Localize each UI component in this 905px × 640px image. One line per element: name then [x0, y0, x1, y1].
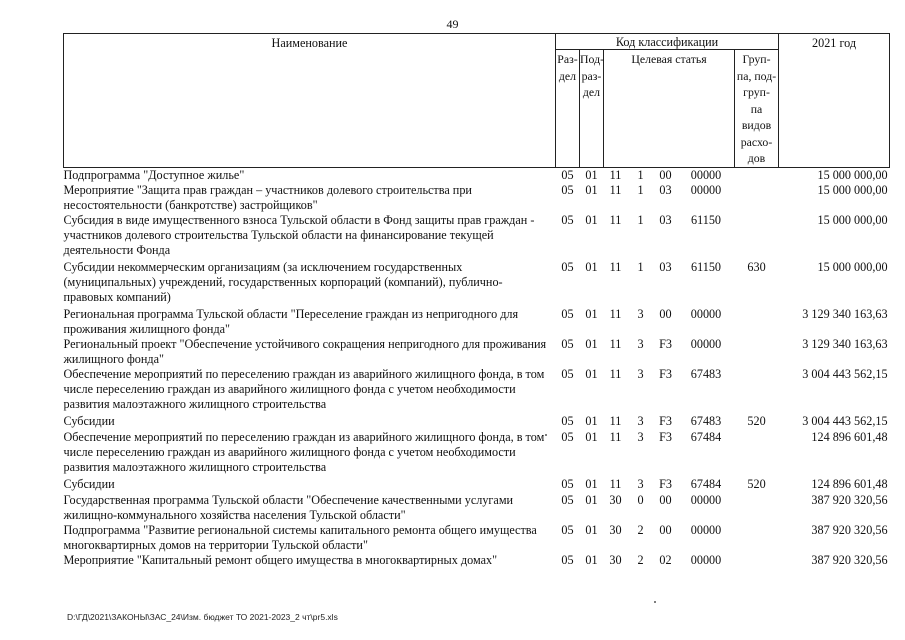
row-expense-group	[735, 430, 779, 477]
row-razdel: 05	[561, 523, 574, 537]
row-target-event: 00	[659, 493, 672, 507]
row-razdel: 05	[561, 307, 574, 321]
row-name: Мероприятие "Защита прав граждан – участников долевого строительства при несостоятельности (банкротстве) застройщиков"	[63, 183, 472, 212]
row-podrazdel: 01	[585, 367, 598, 381]
row-razdel: 05	[561, 414, 574, 428]
table-row	[64, 430, 890, 477]
row-target-subprogram: 3	[637, 337, 644, 351]
row-target-event: F3	[659, 367, 672, 381]
row-name: Субсидии некоммерческим организациям (за исключением государственных (муниципальных) учреждений, государственных корпораций (компаний), публично-правовых компаний)	[63, 260, 503, 304]
row-target-event: F3	[659, 430, 672, 444]
row-target-event: 03	[659, 260, 672, 274]
header-target: Целевая статья	[604, 50, 735, 168]
row-name: Государственная программа Тульской области "Обеспечение качественными услугами жилищно-коммунального хозяйства населения Тульской области"	[63, 493, 514, 522]
row-target-program: 11	[609, 213, 622, 227]
row-target-program: 30	[609, 523, 622, 537]
row-podrazdel: 01	[585, 430, 598, 444]
row-target-direction: 00000	[690, 523, 722, 537]
row-target-direction: 67483	[690, 367, 722, 381]
table-row	[64, 183, 890, 213]
row-amount: 15 000 000,00	[817, 167, 888, 182]
row-target-event: 00	[659, 167, 672, 182]
scan-speck	[654, 601, 656, 603]
row-expense-group: 520	[747, 414, 766, 428]
row-target-event: F3	[659, 337, 672, 351]
row-target-event: F3	[659, 414, 672, 428]
row-expense-group	[735, 167, 779, 183]
row-razdel: 05	[561, 477, 574, 491]
row-target-program: 11	[609, 414, 622, 428]
row-target-subprogram: 1	[637, 260, 644, 274]
row-target-program: 11	[609, 167, 622, 182]
row-target-event: 00	[659, 523, 672, 537]
row-name: Субсидия в виде имущественного взноса Тульской области в Фонд защиты прав граждан - участников долевого строительства Тульской области на финансирование текущей деятельности Фонда	[63, 213, 535, 257]
row-target-program: 30	[609, 553, 622, 567]
row-target-direction: 61150	[690, 260, 722, 274]
row-name: Подпрограмма "Развитие региональной системы капитального ремонта общего имущества многоквартирных домов на территории Тульской области"	[63, 523, 537, 552]
row-expense-group	[735, 307, 779, 337]
table-row	[64, 414, 890, 430]
budget-table	[63, 33, 890, 583]
row-target-subprogram: 0	[637, 493, 644, 507]
row-amount: 387 920 320,56	[811, 553, 888, 567]
table-row	[64, 167, 890, 183]
row-target-direction: 00000	[690, 493, 722, 507]
row-podrazdel: 01	[585, 493, 598, 507]
row-target-direction: 00000	[690, 183, 722, 197]
table-row	[64, 367, 890, 414]
row-target-subprogram: 2	[637, 523, 644, 537]
row-target-program: 30	[609, 493, 622, 507]
row-podrazdel: 01	[585, 213, 598, 227]
header-razdel: Раз- дел	[556, 50, 580, 168]
row-target-subprogram: 1	[637, 167, 644, 182]
row-amount: 15 000 000,00	[817, 213, 888, 227]
row-target-program: 11	[609, 430, 622, 444]
row-podrazdel: 01	[585, 523, 598, 537]
table-row	[64, 553, 890, 583]
row-name: Подпрограмма "Доступное жилье"	[63, 167, 245, 182]
row-target-direction: 67484	[690, 430, 722, 444]
row-amount: 3 129 340 163,63	[802, 307, 888, 321]
row-target-program: 11	[609, 260, 622, 274]
row-target-direction: 67484	[690, 477, 722, 491]
row-target-direction: 67483	[690, 414, 722, 428]
file-path-footer: D:\ГД\2021\ЗАКОНЫ\ЗАС_24\Изм. бюджет ТО 2021-2023_2 чт\pr5.xls	[67, 612, 338, 622]
row-razdel: 05	[561, 493, 574, 507]
row-target-program: 11	[609, 307, 622, 321]
header-group: Груп- па, под- груп- па видов расхо- дов	[735, 50, 779, 168]
row-target-program: 11	[609, 477, 622, 491]
row-podrazdel: 01	[585, 183, 598, 197]
row-target-program: 11	[609, 337, 622, 351]
row-target-event: 00	[659, 307, 672, 321]
row-target-subprogram: 3	[637, 367, 644, 381]
table-row	[64, 523, 890, 553]
row-expense-group: 520	[747, 477, 766, 491]
row-amount: 124 896 601,48	[811, 477, 888, 491]
row-expense-group	[735, 523, 779, 553]
row-target-subprogram: 3	[637, 430, 644, 444]
row-expense-group	[735, 367, 779, 414]
row-amount: 15 000 000,00	[817, 183, 888, 197]
table-row	[64, 213, 890, 260]
table-row	[64, 260, 890, 307]
row-razdel: 05	[561, 430, 574, 444]
row-expense-group	[735, 183, 779, 213]
row-expense-group	[735, 553, 779, 583]
row-target-direction: 00000	[690, 553, 722, 567]
table-row	[64, 337, 890, 367]
header-name: Наименование	[64, 34, 556, 168]
row-razdel: 05	[561, 553, 574, 567]
row-target-subprogram: 2	[637, 553, 644, 567]
header-year: 2021 год	[779, 34, 890, 168]
row-name: Обеспечение мероприятий по переселению граждан из аварийного жилищного фонда, в том числе переселению граждан из аварийного жилищного фонда с учетом необходимости развития малоэтажного жилищного строительства	[63, 430, 545, 474]
row-target-event: 03	[659, 183, 672, 197]
row-razdel: 05	[561, 367, 574, 381]
table-row	[64, 307, 890, 337]
row-podrazdel: 01	[585, 414, 598, 428]
row-expense-group: 630	[747, 260, 766, 274]
row-target-subprogram: 3	[637, 477, 644, 491]
row-amount: 387 920 320,56	[811, 523, 888, 537]
row-name: Субсидии	[63, 414, 115, 428]
header-podrazdel: Под- раз- дел	[580, 50, 604, 168]
row-podrazdel: 01	[585, 477, 598, 491]
row-razdel: 05	[561, 183, 574, 197]
row-amount: 3 004 443 562,15	[802, 367, 888, 381]
row-target-event: 02	[659, 553, 672, 567]
row-amount: 15 000 000,00	[817, 260, 888, 274]
row-razdel: 05	[561, 337, 574, 351]
header-code-group: Код классификации	[556, 34, 779, 50]
row-target-subprogram: 3	[637, 414, 644, 428]
row-expense-group	[735, 493, 779, 523]
row-amount: 3 004 443 562,15	[802, 414, 888, 428]
row-expense-group	[735, 213, 779, 260]
row-target-program: 11	[609, 183, 622, 197]
row-name: Субсидии	[63, 477, 115, 491]
table-row	[64, 493, 890, 523]
row-razdel: 05	[561, 167, 574, 182]
row-expense-group	[735, 337, 779, 367]
row-amount: 387 920 320,56	[811, 493, 888, 507]
row-podrazdel: 01	[585, 337, 598, 351]
row-target-direction: 00000	[690, 307, 722, 321]
row-target-event: F3	[659, 477, 672, 491]
row-target-subprogram: 1	[637, 183, 644, 197]
row-podrazdel: 01	[585, 307, 598, 321]
row-target-direction: 61150	[690, 213, 722, 227]
row-podrazdel: 01	[585, 167, 598, 182]
row-podrazdel: 01	[585, 260, 598, 274]
row-target-direction: 00000	[690, 337, 722, 351]
row-podrazdel: 01	[585, 553, 598, 567]
row-name: Обеспечение мероприятий по переселению граждан из аварийного жилищного фонда, в том числе переселению граждан из аварийного жилищного фонда с учетом необходимости развития малоэтажного жилищного строительства	[63, 367, 545, 411]
row-amount: 3 129 340 163,63	[802, 337, 888, 351]
row-target-subprogram: 3	[637, 307, 644, 321]
row-amount: 124 896 601,48	[811, 430, 888, 444]
table-row	[64, 477, 890, 493]
row-target-subprogram: 1	[637, 213, 644, 227]
row-razdel: 05	[561, 213, 574, 227]
row-name: Региональный проект "Обеспечение устойчивого сокращения непригодного для проживания жилищного фонда"	[63, 337, 547, 366]
row-target-event: 03	[659, 213, 672, 227]
row-target-program: 11	[609, 367, 622, 381]
row-name: Мероприятие "Капитальный ремонт общего имущества в многоквартирных домах"	[63, 553, 498, 567]
row-razdel: 05	[561, 260, 574, 274]
row-name: Региональная программа Тульской области "Переселение граждан из непригодного для проживания жилищного фонда"	[63, 307, 519, 336]
row-target-direction: 00000	[690, 167, 722, 182]
scan-speck	[545, 434, 547, 436]
page-number: 49	[446, 17, 459, 31]
